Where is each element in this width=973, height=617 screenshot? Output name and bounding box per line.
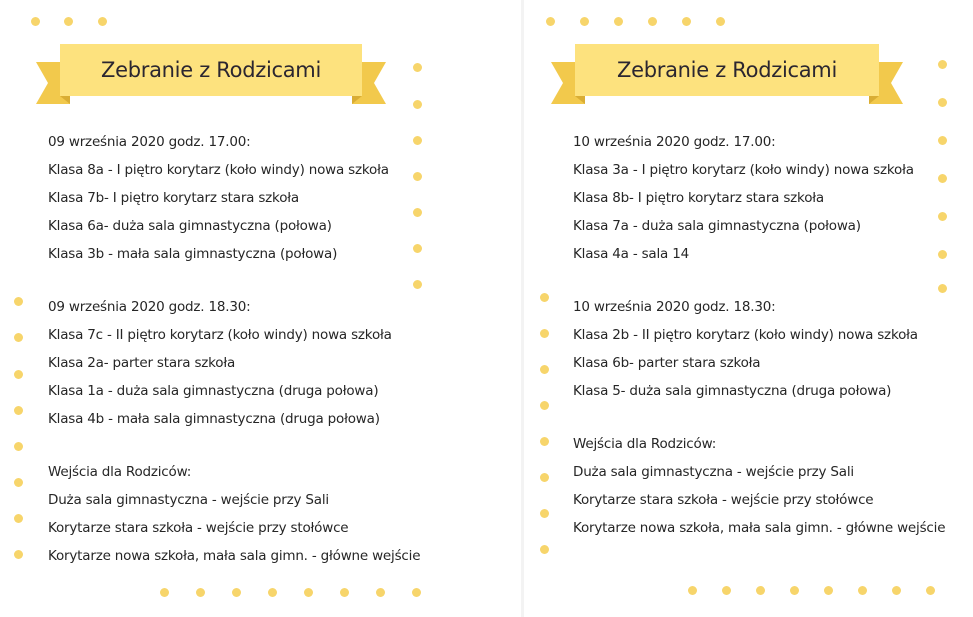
decor-dot — [14, 478, 23, 487]
decor-dot — [412, 588, 421, 597]
text-line: Korytarze stara szkoła - wejście przy stołówce — [573, 492, 874, 508]
decor-dot — [196, 588, 205, 597]
decor-dot — [824, 586, 833, 595]
section-heading: 09 września 2020 godz. 18.30: — [48, 299, 251, 315]
decor-dot — [14, 297, 23, 306]
decor-dot — [540, 509, 549, 518]
decor-dot — [14, 550, 23, 559]
decor-dot — [540, 473, 549, 482]
decor-dot — [160, 588, 169, 597]
decor-dot — [14, 370, 23, 379]
decor-dot — [540, 545, 549, 554]
decor-dot — [614, 17, 623, 26]
decor-dot — [64, 17, 73, 26]
section-heading: Wejścia dla Rodziców: — [573, 436, 717, 452]
text-line: Klasa 3b - mała sala gimnastyczna (połowa) — [48, 246, 338, 262]
decor-dot — [413, 244, 422, 253]
schedule-text — [573, 128, 945, 542]
decor-dot — [926, 586, 935, 595]
schedule-text — [48, 128, 420, 570]
decor-dot — [31, 17, 40, 26]
decor-dot — [98, 17, 107, 26]
decor-dot — [938, 136, 947, 145]
decor-dot — [14, 406, 23, 415]
decor-dot — [938, 60, 947, 69]
title-banner — [551, 40, 903, 110]
decor-dot — [580, 17, 589, 26]
decor-dot — [716, 17, 725, 26]
decor-dot — [540, 401, 549, 410]
decor-dot — [540, 329, 549, 338]
decor-dot — [304, 588, 313, 597]
decor-dot — [413, 136, 422, 145]
decor-dot — [376, 588, 385, 597]
decor-dot — [688, 586, 697, 595]
decor-dot — [858, 586, 867, 595]
text-line: Klasa 2a- parter stara szkoła — [48, 355, 236, 371]
text-line: Klasa 6a- duża sala gimnastyczna (połowa) — [48, 218, 332, 234]
decor-dot — [14, 514, 23, 523]
right-notice-card — [524, 0, 973, 617]
text-line: Klasa 4b - mała sala gimnastyczna (druga połowa) — [48, 411, 380, 427]
decor-dot — [232, 588, 241, 597]
text-line: Klasa 6b- parter stara szkoła — [573, 355, 761, 371]
decor-dot — [938, 250, 947, 259]
decor-dot — [340, 588, 349, 597]
text-line: Klasa 4a - sala 14 — [573, 246, 689, 262]
decor-dot — [540, 437, 549, 446]
decor-dot — [892, 586, 901, 595]
decor-dot — [540, 293, 549, 302]
text-line: Korytarze nowa szkoła, mała sala gimn. - główne wejście — [48, 548, 421, 564]
decor-dot — [648, 17, 657, 26]
section-heading: 10 września 2020 godz. 17.00: — [573, 134, 776, 150]
decor-dot — [938, 174, 947, 183]
decor-dot — [938, 98, 947, 107]
section-heading: 09 września 2020 godz. 17.00: — [48, 134, 251, 150]
text-line: Klasa 7a - duża sala gimnastyczna (połowa) — [573, 218, 861, 234]
decor-dot — [14, 333, 23, 342]
decor-dot — [682, 17, 691, 26]
decor-dot — [413, 208, 422, 217]
text-line: Klasa 8a - I piętro korytarz (koło windy) nowa szkoła — [48, 162, 389, 178]
section-heading: 10 września 2020 godz. 18.30: — [573, 299, 776, 315]
decor-dot — [14, 442, 23, 451]
decor-dot — [268, 588, 277, 597]
text-line: Korytarze stara szkoła - wejście przy stołówce — [48, 520, 349, 536]
text-line: Klasa 7c - II piętro korytarz (koło windy) nowa szkoła — [48, 327, 392, 343]
decor-dot — [756, 586, 765, 595]
text-line: Korytarze nowa szkoła, mała sala gimn. - główne wejście — [573, 520, 946, 536]
decor-dot — [540, 365, 549, 374]
decor-dot — [938, 284, 947, 293]
title-banner — [36, 40, 386, 110]
banner-title: Zebranie z Rodzicami — [617, 58, 837, 82]
text-line: Klasa 5- duża sala gimnastyczna (druga połowa) — [573, 383, 892, 399]
decor-dot — [938, 212, 947, 221]
banner-title: Zebranie z Rodzicami — [101, 58, 321, 82]
text-line: Klasa 3a - I piętro korytarz (koło windy) nowa szkoła — [573, 162, 914, 178]
decor-dot — [413, 172, 422, 181]
text-line: Klasa 2b - II piętro korytarz (koło windy) nowa szkoła — [573, 327, 918, 343]
decor-dot — [546, 17, 555, 26]
text-line: Duża sala gimnastyczna - wejście przy Sali — [48, 492, 329, 508]
decor-dot — [413, 100, 422, 109]
text-line: Klasa 1a - duża sala gimnastyczna (druga połowa) — [48, 383, 379, 399]
decor-dot — [790, 586, 799, 595]
text-line: Klasa 8b- I piętro korytarz stara szkoła — [573, 190, 824, 206]
text-line: Duża sala gimnastyczna - wejście przy Sali — [573, 464, 854, 480]
decor-dot — [413, 280, 422, 289]
section-heading: Wejścia dla Rodziców: — [48, 464, 192, 480]
decor-dot — [413, 63, 422, 72]
decor-dot — [722, 586, 731, 595]
text-line: Klasa 7b- I piętro korytarz stara szkoła — [48, 190, 299, 206]
